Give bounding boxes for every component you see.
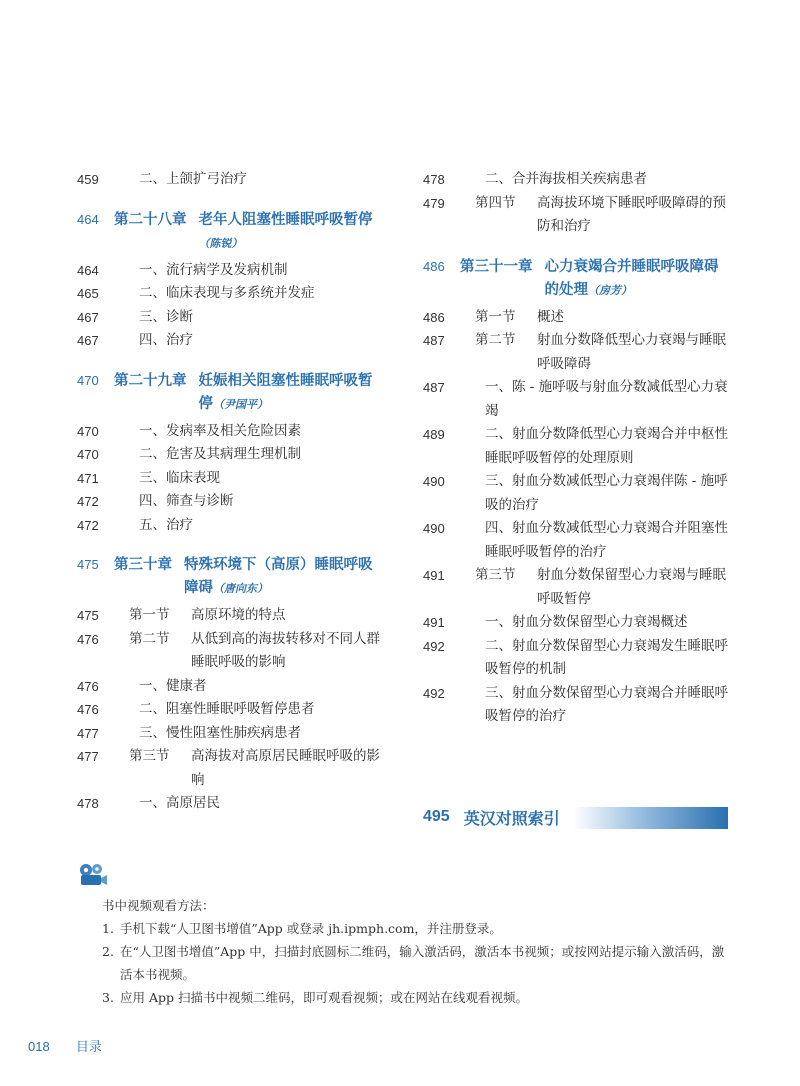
toc-item-entry[interactable] bbox=[77, 282, 382, 306]
chapter-title: 老年人阻塞性睡眠呼吸暂停 bbox=[198, 210, 373, 228]
chapter-title-wrap bbox=[184, 553, 382, 600]
toc-item-entry[interactable] bbox=[423, 376, 728, 423]
entry-label: 第二节 bbox=[129, 630, 170, 647]
chapter-title: 心力衰竭合并睡眠呼吸障碍的处理 bbox=[544, 257, 719, 298]
entry-label: 第一节 bbox=[129, 607, 170, 623]
entry-text: 一、发病率及相关危险因素 bbox=[139, 422, 301, 439]
chapter-author: （尹国平） bbox=[213, 397, 268, 411]
entry-label: 第三节 bbox=[475, 567, 516, 583]
entry-text: 五、治疗 bbox=[139, 516, 193, 533]
toc-section-entry[interactable] bbox=[423, 564, 728, 611]
step-text: 应用 App 扫描书中视频二维码，即可观看视频；或在网站在线观看视频。 bbox=[120, 990, 528, 1005]
entry-page-number: 490 bbox=[423, 474, 445, 489]
toc-section-entry[interactable] bbox=[423, 192, 728, 239]
entry-text: 三、射血分数保留型心力衰竭合并睡眠呼吸暂停的治疗 bbox=[485, 684, 728, 724]
entry-page-number: 491 bbox=[423, 615, 445, 630]
toc-item-entry[interactable] bbox=[423, 635, 728, 682]
entry-page-number: 476 bbox=[77, 631, 99, 647]
entry-text: 二、上颌扩弓治疗 bbox=[139, 171, 247, 187]
entry-text: 二、临床表现与多系统并发症 bbox=[139, 285, 315, 301]
entry-label: 第三节 bbox=[129, 748, 170, 764]
appendix-page-number: 495 bbox=[423, 808, 450, 825]
entry-text: 三、射血分数减低型心力衰竭伴陈 - 施呼吸的治疗 bbox=[485, 473, 728, 513]
entry-text: 三、临床表现 bbox=[139, 469, 220, 486]
step-text: 在“人卫图书增值”App 中，扫描封底圆标二维码，输入激活码，激活本书视频；或按网站提示输入激活码，激活本书视频。 bbox=[120, 944, 725, 982]
step-number: 2. bbox=[102, 944, 114, 959]
appendix-title: 英汉对照索引 bbox=[463, 808, 560, 828]
chapter-page-number: 475 bbox=[77, 557, 99, 572]
entry-page-number: 467 bbox=[77, 333, 99, 348]
chapter-author: （唐向东） bbox=[213, 582, 268, 595]
toc-left-column bbox=[77, 168, 382, 816]
entry-text: 从低到高的海拔转移对不同人群睡眠呼吸的影响 bbox=[191, 630, 380, 670]
toc-item-entry[interactable] bbox=[77, 259, 382, 283]
entry-page-number: 490 bbox=[423, 521, 445, 536]
entry-page-number: 467 bbox=[77, 309, 99, 325]
step-number: 3. bbox=[102, 990, 114, 1005]
toc-item-entry[interactable] bbox=[77, 329, 382, 353]
entry-text: 三、慢性阻塞性肺疾病患者 bbox=[139, 724, 301, 741]
toc-item-entry[interactable] bbox=[423, 423, 728, 470]
entry-text: 四、治疗 bbox=[139, 332, 193, 348]
chapter-page-number: 470 bbox=[77, 372, 99, 388]
entry-text: 一、健康者 bbox=[139, 677, 207, 694]
entry-text: 二、射血分数降低型心力衰竭合并中枢性睡眠呼吸暂停的处理原则 bbox=[485, 426, 728, 466]
toc-section-entry[interactable] bbox=[423, 329, 728, 376]
entry-label: 第一节 bbox=[475, 308, 516, 325]
instructions-heading: 书中视频观看方法： bbox=[102, 898, 215, 913]
chapter-title-wrap bbox=[199, 208, 383, 255]
step-text: 手机下载“人卫图书增值”App 或登录 jh.ipmph.com，并注册登录。 bbox=[120, 921, 502, 936]
entry-page-number: 470 bbox=[77, 423, 99, 439]
toc-right-column bbox=[423, 168, 728, 729]
entry-page-number: 472 bbox=[77, 494, 99, 509]
page-footer bbox=[28, 1036, 102, 1055]
entry-page-number: 472 bbox=[77, 517, 99, 533]
toc-item-entry[interactable] bbox=[423, 611, 728, 635]
entry-text: 二、射血分数保留型心力衰竭发生睡眠呼吸暂停的机制 bbox=[485, 637, 728, 677]
entry-page-number: 487 bbox=[423, 380, 445, 395]
instructions-steps bbox=[102, 917, 732, 1009]
entry-page-number: 465 bbox=[77, 286, 99, 301]
toc-item-entry[interactable] bbox=[423, 470, 728, 517]
entry-page-number: 470 bbox=[77, 447, 99, 462]
toc-item-entry[interactable] bbox=[77, 722, 382, 746]
video-instructions bbox=[102, 894, 732, 1009]
entry-label: 第二节 bbox=[475, 332, 516, 348]
chapter-title-wrap bbox=[199, 369, 383, 416]
toc-item-entry[interactable] bbox=[77, 490, 382, 514]
toc-item-entry[interactable] bbox=[77, 467, 382, 491]
entry-page-number: 477 bbox=[77, 725, 99, 741]
entry-text: 射血分数保留型心力衰竭与睡眠呼吸暂停 bbox=[537, 567, 726, 607]
entry-text: 高海拔环境下睡眠呼吸障碍的预防和治疗 bbox=[537, 194, 726, 234]
toc-item-entry[interactable] bbox=[77, 168, 382, 192]
entry-label: 第四节 bbox=[475, 194, 516, 211]
entry-page-number: 464 bbox=[77, 262, 99, 278]
entry-text: 一、射血分数保留型心力衰竭概述 bbox=[485, 614, 688, 630]
appendix-gradient-bar bbox=[573, 807, 728, 829]
entry-page-number: 459 bbox=[77, 172, 99, 187]
entry-page-number: 478 bbox=[77, 796, 99, 811]
chapter-page-number: 486 bbox=[423, 258, 445, 274]
chapter-author: （房芳） bbox=[588, 283, 632, 297]
chapter-title-wrap bbox=[545, 255, 729, 302]
entry-page-number: 476 bbox=[77, 702, 99, 717]
toc-item-entry[interactable] bbox=[77, 443, 382, 467]
toc-chapter-entry[interactable] bbox=[77, 208, 382, 255]
entry-page-number: 489 bbox=[423, 427, 445, 442]
toc-chapter-entry[interactable] bbox=[77, 553, 382, 600]
entry-page-number: 492 bbox=[423, 685, 445, 701]
instruction-step bbox=[102, 986, 732, 1009]
entry-page-number: 477 bbox=[77, 749, 99, 764]
entry-page-number: 479 bbox=[423, 195, 445, 211]
chapter-number: 第二十九章 bbox=[114, 371, 187, 389]
chapter-number: 第三十章 bbox=[114, 556, 172, 573]
toc-chapter-entry[interactable] bbox=[423, 255, 728, 302]
toc-item-entry[interactable] bbox=[77, 306, 382, 330]
chapter-author: （陈锐） bbox=[198, 236, 243, 250]
toc-item-entry[interactable] bbox=[423, 168, 728, 192]
video-camera-icon bbox=[78, 862, 108, 888]
entry-page-number: 486 bbox=[423, 309, 445, 325]
chapter-number: 第二十八章 bbox=[114, 210, 187, 228]
toc-item-entry[interactable] bbox=[77, 675, 382, 699]
entry-text: 一、陈 - 施呼吸与射血分数减低型心力衰竭 bbox=[485, 379, 728, 419]
entry-page-number: 492 bbox=[423, 638, 445, 654]
entry-text: 高原环境的特点 bbox=[191, 607, 286, 623]
entry-text: 二、危害及其病理生理机制 bbox=[139, 446, 301, 462]
toc-item-entry[interactable] bbox=[77, 420, 382, 444]
chapter-number: 第三十一章 bbox=[460, 257, 533, 275]
toc-item-entry[interactable] bbox=[423, 682, 728, 729]
entry-text: 三、诊断 bbox=[139, 308, 193, 325]
footer-page-number: 018 bbox=[28, 1039, 50, 1054]
entry-page-number: 487 bbox=[423, 333, 445, 348]
step-number: 1. bbox=[102, 921, 114, 936]
instruction-step bbox=[102, 917, 732, 940]
toc-chapter-entry[interactable] bbox=[77, 369, 382, 416]
chapter-page-number: 464 bbox=[77, 211, 99, 227]
toc-section-entry[interactable] bbox=[423, 306, 728, 330]
toc-item-entry[interactable] bbox=[77, 792, 382, 816]
entry-page-number: 475 bbox=[77, 608, 99, 623]
chapter-title: 特殊环境下（高原）睡眠呼吸障碍 bbox=[184, 556, 373, 596]
entry-page-number: 491 bbox=[423, 568, 445, 583]
entry-page-number: 471 bbox=[77, 470, 99, 486]
toc-item-entry[interactable] bbox=[77, 698, 382, 722]
entry-page-number: 478 bbox=[423, 172, 445, 187]
entry-text: 一、高原居民 bbox=[139, 795, 220, 811]
entry-text: 四、筛查与诊断 bbox=[139, 493, 234, 509]
entry-page-number: 476 bbox=[77, 678, 99, 694]
instruction-step bbox=[102, 940, 732, 986]
toc-section-entry[interactable] bbox=[77, 604, 382, 628]
toc-item-entry[interactable] bbox=[423, 517, 728, 564]
footer-section-label: 目录 bbox=[75, 1040, 102, 1055]
toc-section-entry[interactable] bbox=[77, 745, 382, 792]
toc-item-entry[interactable] bbox=[77, 514, 382, 538]
toc-section-entry[interactable] bbox=[77, 628, 382, 675]
entry-text: 一、流行病学及发病机制 bbox=[139, 261, 288, 278]
entry-text: 二、阻塞性睡眠呼吸暂停患者 bbox=[139, 701, 315, 717]
toc-appendix-entry[interactable] bbox=[423, 803, 728, 831]
chapter-title: 妊娠相关阻塞性睡眠呼吸暂停 bbox=[198, 371, 373, 412]
entry-text: 四、射血分数减低型心力衰竭合并阻塞性睡眠呼吸暂停的治疗 bbox=[485, 520, 728, 560]
entry-text: 射血分数降低型心力衰竭与睡眠呼吸障碍 bbox=[537, 332, 726, 372]
entry-text: 概述 bbox=[537, 308, 564, 325]
entry-text: 高海拔对高原居民睡眠呼吸的影响 bbox=[191, 748, 380, 788]
entry-text: 二、合并海拔相关疾病患者 bbox=[485, 171, 647, 187]
